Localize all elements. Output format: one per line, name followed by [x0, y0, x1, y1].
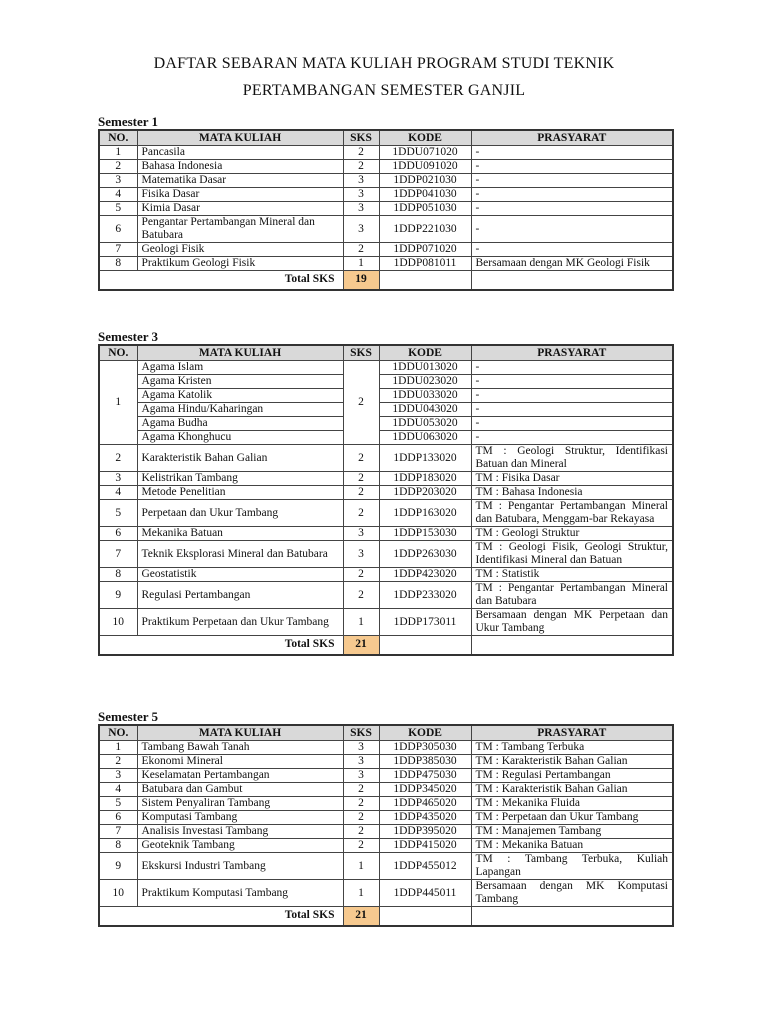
total-sks-value: 21	[343, 907, 379, 926]
row-sks: 3	[343, 769, 379, 783]
semester-5-section	[98, 710, 672, 927]
table-row	[99, 174, 673, 188]
row-sks: 2	[343, 568, 379, 582]
total-empty-cell	[471, 636, 673, 655]
row-kode: 1DDU033020	[379, 389, 471, 403]
row-kode: 1DDP345020	[379, 783, 471, 797]
row-sks: 2	[343, 783, 379, 797]
row-no: 1	[99, 361, 137, 445]
row-mata-kuliah: Teknik Eksplorasi Mineral dan Batubara	[137, 541, 343, 568]
row-no: 8	[99, 257, 137, 271]
row-no: 9	[99, 853, 137, 880]
table-row	[99, 486, 673, 500]
header-kode: KODE	[379, 725, 471, 741]
row-kode: 1DDP041030	[379, 188, 471, 202]
row-mata-kuliah: Komputasi Tambang	[137, 811, 343, 825]
row-no: 6	[99, 216, 137, 243]
table-row	[99, 375, 673, 389]
table-row	[99, 431, 673, 445]
row-mata-kuliah: Metode Penelitian	[137, 486, 343, 500]
row-kode: 1DDP071020	[379, 243, 471, 257]
row-sks: 2	[343, 582, 379, 609]
row-prasyarat: -	[471, 243, 673, 257]
table-row	[99, 783, 673, 797]
semester-5-label: Semester 5	[98, 709, 159, 724]
semester-5-table	[98, 724, 674, 927]
table-row	[99, 160, 673, 174]
row-sks: 3	[343, 741, 379, 755]
row-sks: 3	[343, 188, 379, 202]
table-row	[99, 527, 673, 541]
title-line-2: PERTAMBANGAN SEMESTER GANJIL	[242, 82, 526, 99]
header-kode: KODE	[379, 130, 471, 146]
row-prasyarat: TM : Karakteristik Bahan Galian	[471, 783, 673, 797]
row-kode: 1DDP183020	[379, 472, 471, 486]
total-empty-cell	[471, 907, 673, 926]
row-kode: 1DDP081011	[379, 257, 471, 271]
row-sks: 1	[343, 853, 379, 880]
row-prasyarat: TM : Tambang Terbuka	[471, 741, 673, 755]
table-row	[99, 541, 673, 568]
row-kode: 1DDP203020	[379, 486, 471, 500]
row-kode: 1DDU071020	[379, 146, 471, 160]
table-row	[99, 445, 673, 472]
row-no: 5	[99, 500, 137, 527]
header-no: NO.	[99, 345, 137, 361]
row-kode: 1DDP465020	[379, 797, 471, 811]
row-sks: 3	[343, 174, 379, 188]
total-empty-cell	[379, 271, 471, 290]
header-kode: KODE	[379, 345, 471, 361]
semester-3-label: Semester 3	[98, 329, 159, 344]
row-mata-kuliah: Analisis Investasi Tambang	[137, 825, 343, 839]
row-mata-kuliah: Agama Kristen	[137, 375, 343, 389]
row-kode: 1DDP305030	[379, 741, 471, 755]
row-no: 4	[99, 188, 137, 202]
row-mata-kuliah: Bahasa Indonesia	[137, 160, 343, 174]
row-prasyarat: TM : Geologi Fisik, Geologi Struktur, Identifikasi Mineral dan Batuan	[471, 541, 673, 568]
row-mata-kuliah: Ekonomi Mineral	[137, 755, 343, 769]
table-row	[99, 797, 673, 811]
row-kode: 1DDP133020	[379, 445, 471, 472]
row-prasyarat: TM : Pengantar Pertambangan Mineral dan Batubara	[471, 582, 673, 609]
table-row	[99, 472, 673, 486]
row-prasyarat: -	[471, 188, 673, 202]
row-sks: 2	[343, 825, 379, 839]
table-row	[99, 769, 673, 783]
table-row	[99, 389, 673, 403]
row-prasyarat: Bersamaan dengan MK Geologi Fisik	[471, 257, 673, 271]
header-no: NO.	[99, 130, 137, 146]
row-no: 7	[99, 243, 137, 257]
row-no: 10	[99, 609, 137, 636]
row-kode: 1DDP153030	[379, 527, 471, 541]
row-mata-kuliah: Agama Budha	[137, 417, 343, 431]
row-sks: 1	[343, 880, 379, 907]
row-no: 4	[99, 486, 137, 500]
total-empty-cell	[379, 636, 471, 655]
row-no: 8	[99, 568, 137, 582]
row-sks: 3	[343, 755, 379, 769]
row-sks: 2	[343, 500, 379, 527]
row-kode: 1DDP475030	[379, 769, 471, 783]
row-kode: 1DDP415020	[379, 839, 471, 853]
title-line-1: DAFTAR SEBARAN MATA KULIAH PROGRAM STUDI TEKNIK	[153, 55, 615, 72]
row-prasyarat: -	[471, 375, 673, 389]
row-sks: 3	[343, 541, 379, 568]
row-kode: 1DDP163020	[379, 500, 471, 527]
table-row	[99, 243, 673, 257]
row-prasyarat: -	[471, 417, 673, 431]
document-title	[0, 50, 768, 104]
row-prasyarat: TM : Geologi Struktur	[471, 527, 673, 541]
table-row	[99, 257, 673, 271]
row-kode: 1DDP455012	[379, 853, 471, 880]
row-prasyarat: -	[471, 160, 673, 174]
row-sks: 1	[343, 257, 379, 271]
row-prasyarat: TM : Manajemen Tambang	[471, 825, 673, 839]
row-prasyarat: -	[471, 389, 673, 403]
header-sks: SKS	[343, 725, 379, 741]
row-sks: 2	[343, 811, 379, 825]
row-prasyarat: TM : Perpetaan dan Ukur Tambang	[471, 811, 673, 825]
row-no: 9	[99, 582, 137, 609]
table-header-row	[99, 725, 673, 741]
row-prasyarat: -	[471, 431, 673, 445]
row-mata-kuliah: Karakteristik Bahan Galian	[137, 445, 343, 472]
row-no: 6	[99, 527, 137, 541]
row-no: 5	[99, 202, 137, 216]
row-mata-kuliah: Fisika Dasar	[137, 188, 343, 202]
table-row	[99, 880, 673, 907]
row-kode: 1DDP233020	[379, 582, 471, 609]
total-row	[99, 907, 673, 926]
row-prasyarat: TM : Karakteristik Bahan Galian	[471, 755, 673, 769]
table-row	[99, 417, 673, 431]
row-kode: 1DDP423020	[379, 568, 471, 582]
row-kode: 1DDP445011	[379, 880, 471, 907]
table-header-row	[99, 130, 673, 146]
row-kode: 1DDU023020	[379, 375, 471, 389]
row-mata-kuliah: Agama Hindu/Kaharingan	[137, 403, 343, 417]
table-row	[99, 755, 673, 769]
row-prasyarat: -	[471, 146, 673, 160]
row-kode: 1DDP435020	[379, 811, 471, 825]
total-sks-value: 21	[343, 636, 379, 655]
row-prasyarat: TM : Geologi Struktur, Identifikasi Batuan dan Mineral	[471, 445, 673, 472]
row-no: 7	[99, 541, 137, 568]
row-sks: 2	[343, 146, 379, 160]
table-row	[99, 202, 673, 216]
row-prasyarat: Bersamaan dengan MK Komputasi Tambang	[471, 880, 673, 907]
total-label: Total SKS	[99, 907, 343, 926]
row-kode: 1DDP263030	[379, 541, 471, 568]
row-mata-kuliah: Sistem Penyaliran Tambang	[137, 797, 343, 811]
row-mata-kuliah: Tambang Bawah Tanah	[137, 741, 343, 755]
row-mata-kuliah: Agama Katolik	[137, 389, 343, 403]
header-sks: SKS	[343, 130, 379, 146]
table-row	[99, 811, 673, 825]
table-row	[99, 609, 673, 636]
row-sks: 3	[343, 202, 379, 216]
total-label: Total SKS	[99, 636, 343, 655]
header-prasyarat: PRASYARAT	[471, 345, 673, 361]
row-mata-kuliah: Keselamatan Pertambangan	[137, 769, 343, 783]
table-row	[99, 500, 673, 527]
table-row	[99, 403, 673, 417]
row-no: 1	[99, 146, 137, 160]
row-prasyarat: TM : Tambang Terbuka, Kuliah Lapangan	[471, 853, 673, 880]
row-prasyarat: -	[471, 361, 673, 375]
row-kode: 1DDP021030	[379, 174, 471, 188]
row-mata-kuliah: Geologi Fisik	[137, 243, 343, 257]
row-kode: 1DDU063020	[379, 431, 471, 445]
header-mata-kuliah: MATA KULIAH	[137, 130, 343, 146]
row-mata-kuliah: Geostatistik	[137, 568, 343, 582]
row-mata-kuliah: Matematika Dasar	[137, 174, 343, 188]
table-row	[99, 216, 673, 243]
row-kode: 1DDU043020	[379, 403, 471, 417]
row-mata-kuliah: Perpetaan dan Ukur Tambang	[137, 500, 343, 527]
row-prasyarat: TM : Mekanika Batuan	[471, 839, 673, 853]
total-sks-value: 19	[343, 271, 379, 290]
row-no: 2	[99, 755, 137, 769]
row-mata-kuliah: Pancasila	[137, 146, 343, 160]
total-empty-cell	[471, 271, 673, 290]
total-empty-cell	[379, 907, 471, 926]
row-prasyarat: -	[471, 202, 673, 216]
row-mata-kuliah: Ekskursi Industri Tambang	[137, 853, 343, 880]
row-sks: 2	[343, 243, 379, 257]
row-mata-kuliah: Praktikum Perpetaan dan Ukur Tambang	[137, 609, 343, 636]
table-row	[99, 741, 673, 755]
row-no: 5	[99, 797, 137, 811]
row-mata-kuliah: Praktikum Geologi Fisik	[137, 257, 343, 271]
row-no: 2	[99, 160, 137, 174]
row-mata-kuliah: Praktikum Komputasi Tambang	[137, 880, 343, 907]
row-sks: 2	[343, 797, 379, 811]
header-prasyarat: PRASYARAT	[471, 725, 673, 741]
row-prasyarat: TM : Fisika Dasar	[471, 472, 673, 486]
row-kode: 1DDP051030	[379, 202, 471, 216]
row-prasyarat: TM : Bahasa Indonesia	[471, 486, 673, 500]
row-mata-kuliah: Mekanika Batuan	[137, 527, 343, 541]
row-sks: 1	[343, 609, 379, 636]
row-mata-kuliah: Geoteknik Tambang	[137, 839, 343, 853]
row-no: 6	[99, 811, 137, 825]
row-prasyarat: -	[471, 403, 673, 417]
semester-3-table	[98, 344, 674, 656]
row-no: 1	[99, 741, 137, 755]
total-row	[99, 271, 673, 290]
row-mata-kuliah: Agama Islam	[137, 361, 343, 375]
row-sks: 2	[343, 486, 379, 500]
row-prasyarat: -	[471, 174, 673, 188]
table-row	[99, 568, 673, 582]
row-no: 3	[99, 472, 137, 486]
row-kode: 1DDP173011	[379, 609, 471, 636]
row-prasyarat: TM : Regulasi Pertambangan	[471, 769, 673, 783]
header-mata-kuliah: MATA KULIAH	[137, 725, 343, 741]
row-sks: 2	[343, 160, 379, 174]
header-mata-kuliah: MATA KULIAH	[137, 345, 343, 361]
semester-1-section	[98, 115, 672, 291]
semester-1-label: Semester 1	[98, 114, 159, 129]
row-sks: 2	[343, 445, 379, 472]
table-header-row	[99, 345, 673, 361]
total-row	[99, 636, 673, 655]
row-prasyarat: -	[471, 216, 673, 243]
row-mata-kuliah: Kelistrikan Tambang	[137, 472, 343, 486]
table-row	[99, 361, 673, 375]
semester-3-section	[98, 330, 672, 656]
total-label: Total SKS	[99, 271, 343, 290]
row-mata-kuliah: Regulasi Pertambangan	[137, 582, 343, 609]
table-row	[99, 582, 673, 609]
row-kode: 1DDU013020	[379, 361, 471, 375]
row-kode: 1DDP385030	[379, 755, 471, 769]
row-kode: 1DDP221030	[379, 216, 471, 243]
row-mata-kuliah: Kimia Dasar	[137, 202, 343, 216]
table-row	[99, 853, 673, 880]
row-mata-kuliah: Pengantar Pertambangan Mineral dan Batubara	[137, 216, 343, 243]
header-sks: SKS	[343, 345, 379, 361]
row-prasyarat: TM : Mekanika Fluida	[471, 797, 673, 811]
table-row	[99, 146, 673, 160]
row-prasyarat: Bersamaan dengan MK Perpetaan dan Ukur Tambang	[471, 609, 673, 636]
row-sks: 2	[343, 839, 379, 853]
row-sks: 3	[343, 527, 379, 541]
row-kode: 1DDU091020	[379, 160, 471, 174]
row-no: 3	[99, 769, 137, 783]
row-no: 8	[99, 839, 137, 853]
row-sks: 3	[343, 216, 379, 243]
row-no: 2	[99, 445, 137, 472]
row-no: 3	[99, 174, 137, 188]
table-row	[99, 825, 673, 839]
semester-1-table	[98, 129, 674, 291]
header-prasyarat: PRASYARAT	[471, 130, 673, 146]
row-no: 7	[99, 825, 137, 839]
row-sks: 2	[343, 361, 379, 445]
row-kode: 1DDP395020	[379, 825, 471, 839]
table-row	[99, 188, 673, 202]
table-row	[99, 839, 673, 853]
row-no: 10	[99, 880, 137, 907]
row-sks: 2	[343, 472, 379, 486]
row-prasyarat: TM : Pengantar Pertambangan Mineral dan Batubara, Menggam-bar Rekayasa	[471, 500, 673, 527]
row-mata-kuliah: Agama Khonghucu	[137, 431, 343, 445]
row-mata-kuliah: Batubara dan Gambut	[137, 783, 343, 797]
row-no: 4	[99, 783, 137, 797]
row-prasyarat: TM : Statistik	[471, 568, 673, 582]
header-no: NO.	[99, 725, 137, 741]
row-kode: 1DDU053020	[379, 417, 471, 431]
